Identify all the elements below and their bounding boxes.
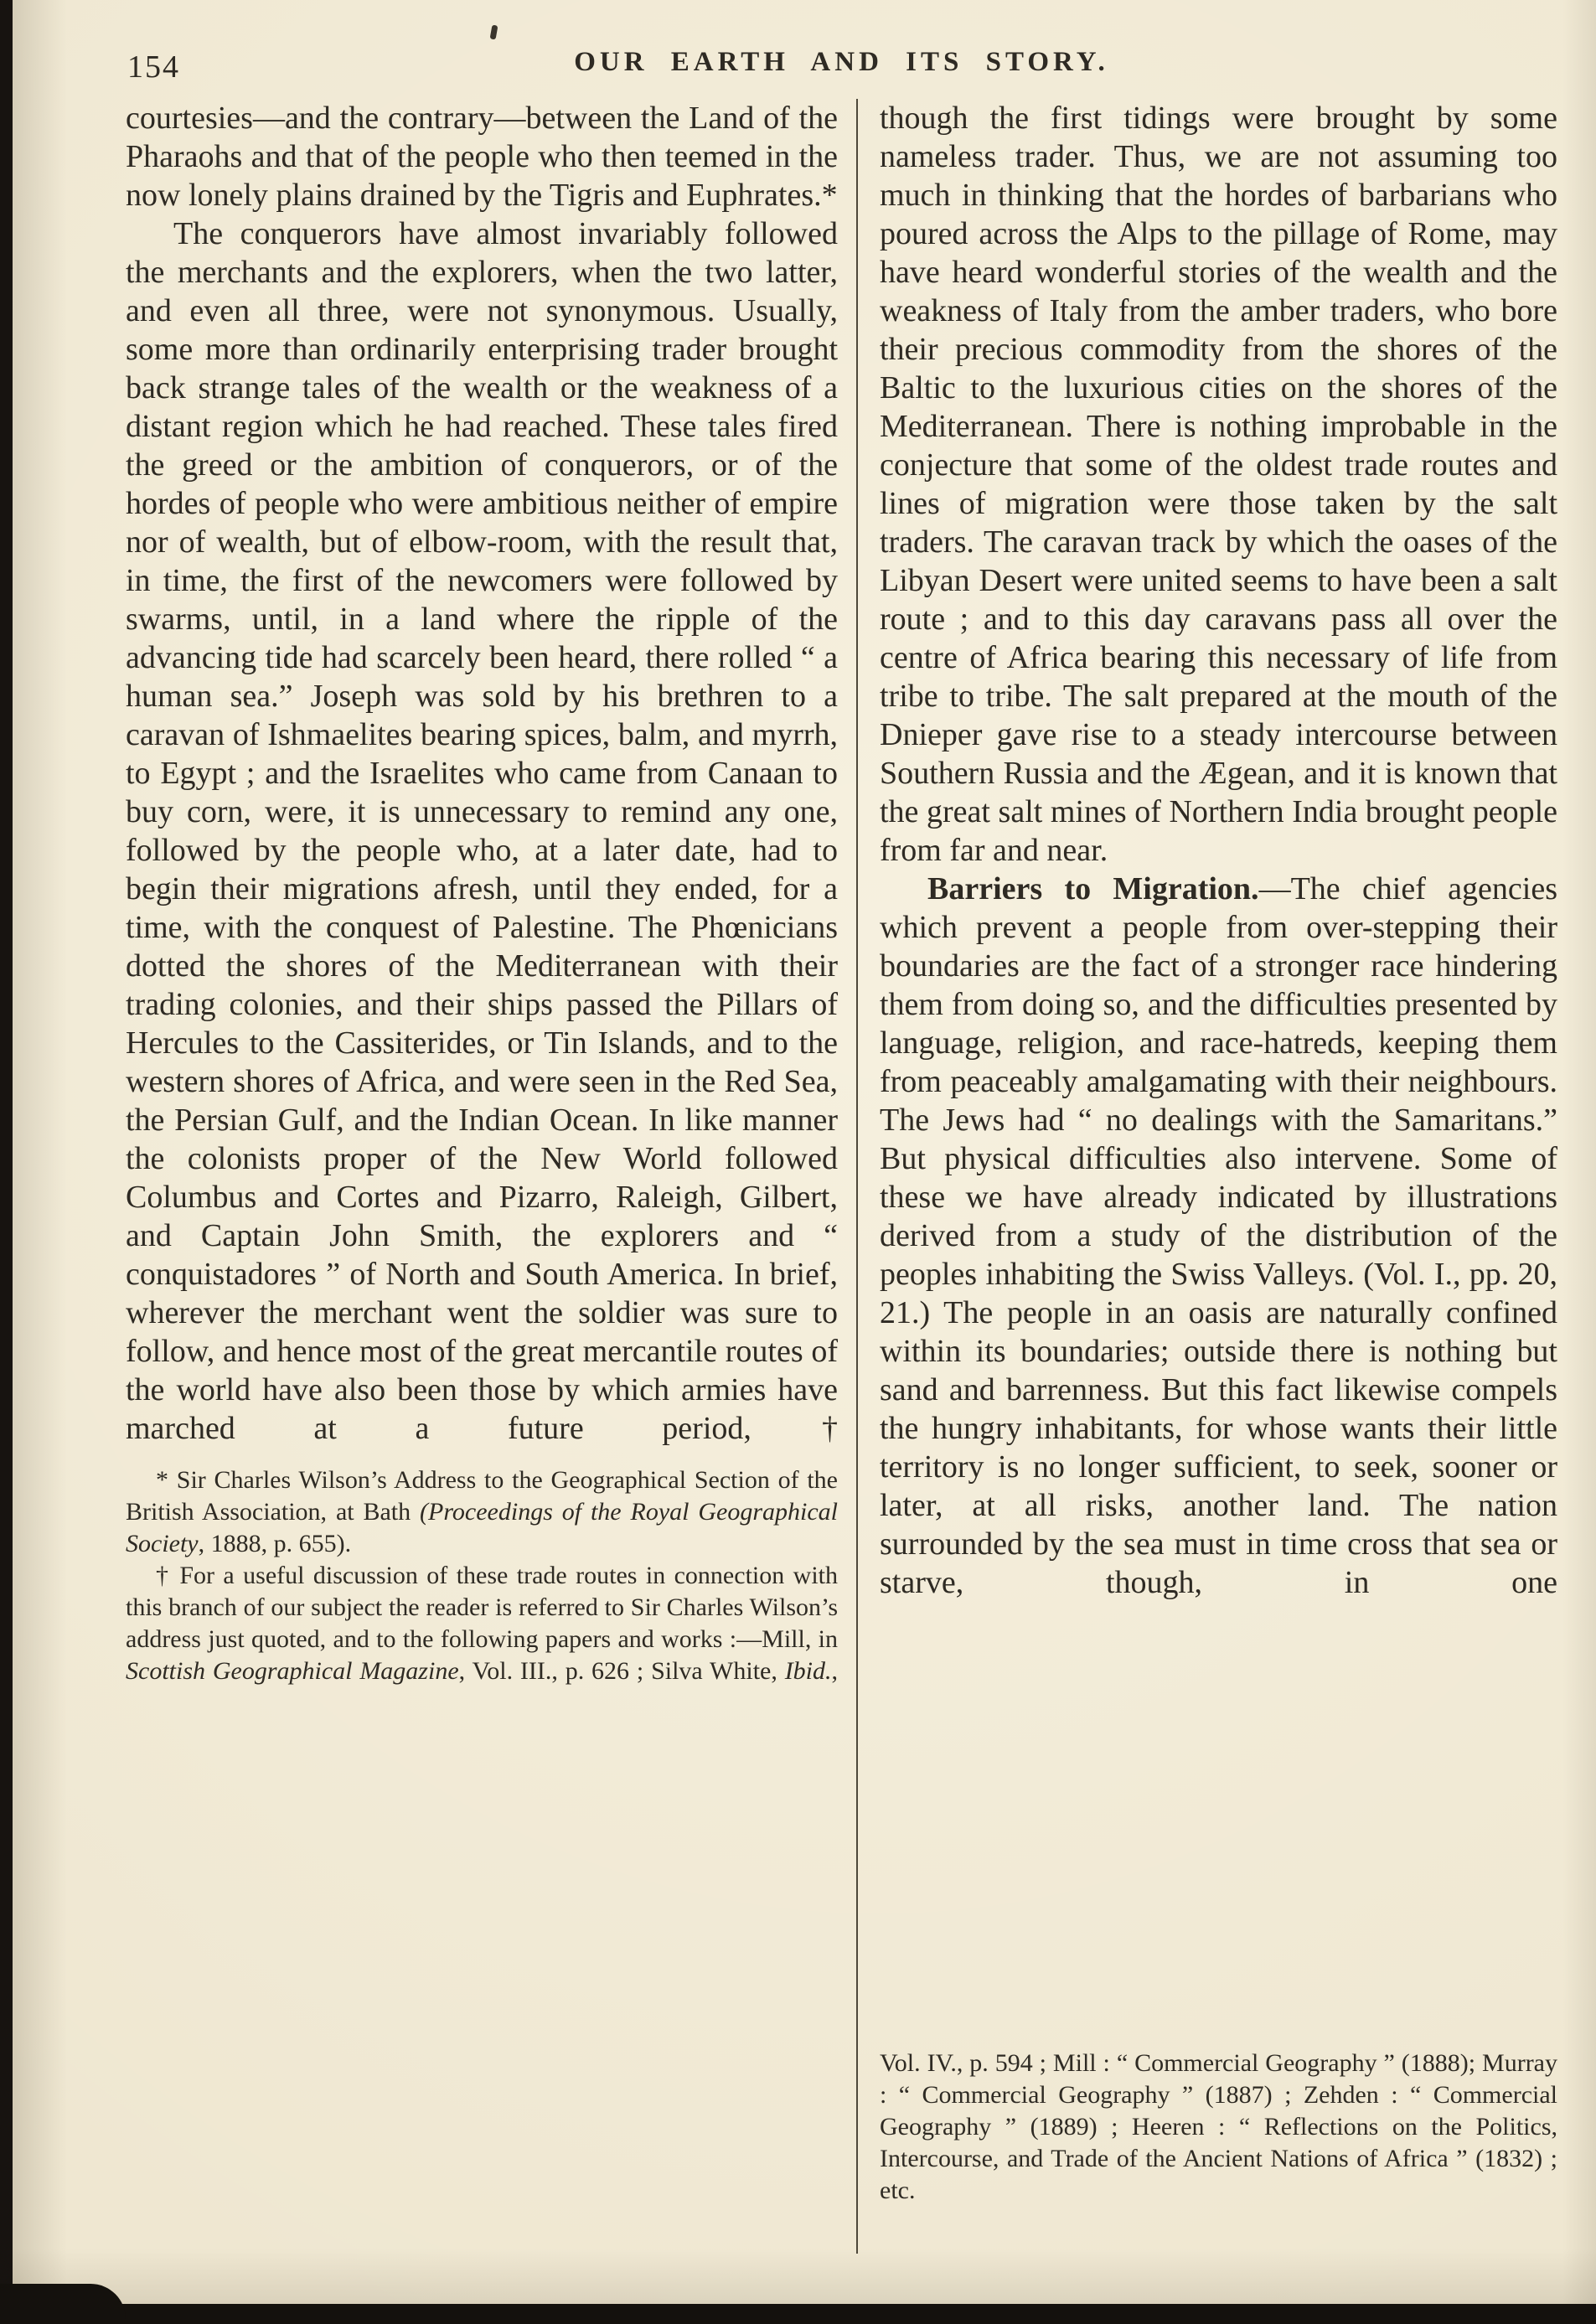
running-head: [126, 47, 1557, 89]
text-run: courtesies—and the contrary—between the Land of the Pharaohs and that of the people who then teemed in the now lonely plains drained by the Tigris and Euphrates.*: [126, 101, 838, 213]
footnote: [126, 1560, 838, 1687]
bold-run: Barriers to Migration.: [927, 871, 1259, 906]
running-title: OUR EARTH AND ITS STORY.: [574, 47, 1109, 77]
column-divider-rule: [856, 99, 858, 2254]
left-column-footnotes: [126, 1464, 838, 1687]
right-column-body: [880, 99, 1557, 1602]
scan-edge-left: [0, 0, 13, 2324]
right-column-footnotes: [880, 2048, 1557, 2207]
italic-run: (Proceedings of the Royal Geographical Society: [126, 1498, 838, 1557]
text-run: , 1888, p. 655).: [198, 1530, 352, 1557]
text-run: * Sir Charles Wilson’s Address to the Geographical Section of the British Association, at Bath: [126, 1466, 838, 1526]
left-column-body: [126, 99, 838, 1448]
scan-speck: [490, 25, 498, 40]
footnote: [126, 1464, 838, 1560]
text-run: ,: [831, 1657, 839, 1685]
text-run: † For a useful discussion of these trade routes in connection with this branch of our subject the reader is referred to Sir Charles Wilson’s address just quoted, and to the following papers and works :—Mill, in: [126, 1562, 838, 1653]
text-run: Vol. IV., p. 594 ; Mill : “ Commercial Geography ” (1888); Murray : “ Commercial Geography ” (1887) ; Zehden : “ Commercial Geography ” (1889) ; Heeren : “ Reflections on the Politics, Intercourse, and Trade of the Ancient Nations of Africa ” (1832) ; etc.: [880, 2049, 1557, 2204]
body-paragraph: [880, 99, 1557, 870]
scan-edge-bottom: [0, 2304, 1596, 2324]
italic-run: Scottish Geographical Magazine: [126, 1657, 459, 1685]
scan-corner-shadow: [0, 2284, 126, 2324]
footnote: [880, 2048, 1557, 2207]
text-columns: [126, 99, 1557, 2254]
text-run: The conquerors have almost invariably followed the merchants and the explorers, when the two latter, and even all three, were not synonymous. Usually, some more than ordinarily enterprising trader brought back strange tales of the wealth or the weakness of a distant region which he had reached. These tales fired the greed or the ambition of conquerors, or of the hordes of people who were ambitious neither of empire nor of wealth, but of elbow-room, with the result that, in time, the first of the newcomers were followed by swarms, until, in a land where the ripple of the advancing tide had scarcely been heard, there rolled “ a human sea.” Joseph was sold by his brethren to a caravan of Ishmaelites bearing spices, balm, and myrrh, to Egypt ; and the Israelites who came from Canaan to buy corn, were, it is unnecessary to remind any one, followed by the people who, at a later date, had to begin their migrations afresh, until they ended, for a time, with the conquest of Palestine. The Phœnicians dotted the shores of the Mediterranean with their trading colonies, and their ships passed the Pillars of Hercules to the Cassiterides, or Tin Islands, and to the western shores of Africa, and were seen in the Red Sea, the Persian Gulf, and the Indian Ocean. In like manner the colonists proper of the New World followed Columbus and Cortes and Pizarro, Raleigh, Gilbert, and Captain John Smith, the explorers and “ conquistadores ” of North and South America. In brief, wherever the merchant went the soldier was sure to follow, and hence most of the great mercantile routes of the world have also been those by which armies have marched at a future period,†: [126, 216, 838, 1446]
text-run: though the first tidings were brought by some nameless trader. Thus, we are not assuming too much in thinking that the hordes of barbarians who poured across the Alps to the pillage of Rome, may have heard wonderful stories of the wealth and the weakness of Italy from the amber traders, who bore their precious commodity from the shores of the Baltic to the luxurious cities on the shores of the Mediterranean. There is nothing improbable in the conjecture that some of the oldest trade routes and lines of migration were those taken by the salt traders. The caravan track by which the oases of the Libyan Desert were united seems to have been a salt route ; and to this day caravans pass all over the centre of Africa bearing this necessary of life from tribe to tribe. The salt prepared at the mouth of the Dnieper gave rise to a steady intercourse between Southern Russia and the Ægean, and it is known that the great salt mines of Northern India brought people from far and near.: [880, 101, 1557, 868]
text-run: , Vol. III., p. 626 ; Silva White,: [458, 1657, 785, 1685]
right-column: [880, 99, 1557, 2254]
text-run: —The chief agencies which prevent a people from over-stepping their boundaries are the fact of a stronger race hindering them from doing so, and the difficulties presented by language, religion, and race-hatreds, keeping them from peaceably amalgamating with their neighbours. The Jews had “ no dealings with the Samaritans.” But physical difficulties also intervene. Some of these we have already indicated by illustrations derived from a study of the distribution of the peoples inhabiting the Swiss Valleys. (Vol. I., pp. 20, 21.) The people in an oasis are naturally confined within its boundaries; outside there is nothing but sand and barrenness. But this fact likewise compels the hungry inhabitants, for whose wants their little territory is no longer sufficient, to seek, sooner or later, at all risks, another land. The nation surrounded by the sea must in time cross that sea or starve, though, in one: [880, 871, 1557, 1600]
left-column: [126, 99, 838, 2254]
body-paragraph: [126, 214, 838, 1448]
body-paragraph: [880, 870, 1557, 1602]
page-number: 154: [127, 49, 180, 85]
body-paragraph: [126, 99, 838, 214]
italic-run: Ibid.: [784, 1657, 832, 1685]
